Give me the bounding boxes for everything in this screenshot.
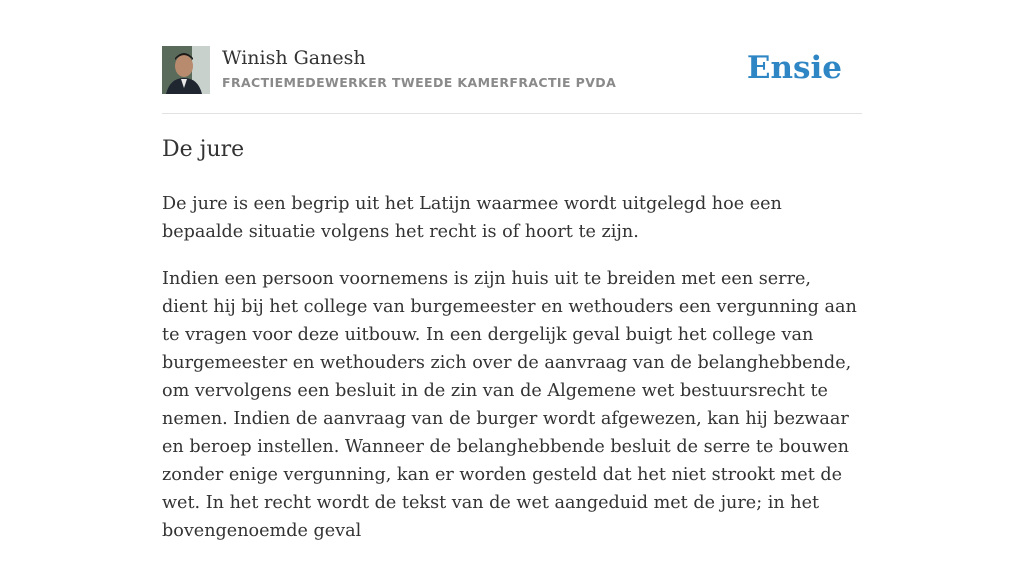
author-role: FRACTIEMEDEWERKER TWEEDE KAMERFRACTIE PVDA xyxy=(222,75,617,90)
article-paragraph: De jure is een begrip uit het Latijn waarmee wordt uitgelegd hoe een bepaalde situatie volgens het recht is of hoort te zijn. xyxy=(162,194,782,242)
ensie-logo[interactable]: Ensie xyxy=(746,50,842,86)
header-divider xyxy=(162,113,862,114)
author-name[interactable]: Winish Ganesh xyxy=(222,47,366,69)
person-icon xyxy=(162,46,210,94)
article-title: De jure xyxy=(162,137,245,162)
author-avatar[interactable] xyxy=(162,46,210,94)
article-body xyxy=(162,190,862,564)
author-header xyxy=(162,46,862,96)
article-paragraph: Indien een persoon voornemens is zijn huis uit te breiden met een serre, dient hij bij het college van burgemeester en wethouders een vergunning aan te vragen voor deze uitbouw. In een dergelijk geval buigt het college van burgemeester en wethouders zich over de aanvraag van de belanghebbende, om vervolgens een besluit in de zin van de Algemene wet bestuursrecht te nemen. Indien de aanvraag van de burger wordt afgewezen, kan hij bezwaar en beroep instellen. Wanneer de belanghebbende besluit de serre te bouwen zonder enige vergunning, kan er worden gesteld dat het niet strookt met de wet. In het recht wordt de tekst van de wet aangeduid met de jure; in het bovengenoemde geval xyxy=(162,269,857,541)
